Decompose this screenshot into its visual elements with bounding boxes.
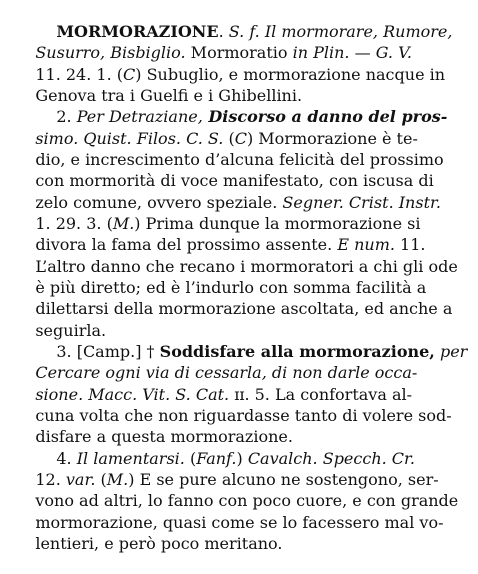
headword: MORMORAZIONE (56, 22, 219, 41)
text-span: lentieri, e però poco meritano. (35, 534, 283, 553)
italic-span: per (434, 342, 468, 361)
text-span: 11. 24. 1. ( (35, 64, 123, 84)
text-span: ) (236, 448, 248, 468)
italic-span: sione. Macc. Vit. S. Cat. (35, 384, 230, 404)
text-span: divora la fama del prossimo assente. (35, 235, 338, 255)
text-span: seguirla. (35, 320, 107, 340)
italic-span: C (123, 64, 136, 84)
text-span: ) Prima dunque la mormorazione si (134, 214, 421, 233)
text-span: ) E se pure alcuno ne sostengono, ser- (128, 470, 439, 489)
text-span: dilettarsi della mormorazione ascoltata, ed anche a (35, 299, 453, 319)
italic-span: Cavalch. Specch. Cr. (247, 448, 416, 468)
italic-span: S. f. Il mormorare, Rumore, (228, 22, 453, 41)
bold-span: Soddisfare alla mormorazione, (159, 342, 435, 361)
text-span: disfare a questa mormorazione. (35, 427, 293, 447)
text-span: 3. [Camp.] † (56, 342, 160, 361)
italic-span: C (234, 128, 247, 148)
italic-span: Cercare ogni via di cessarla, di non darle occa- (35, 363, 418, 383)
italic-span: M. (106, 470, 129, 489)
text-span: 4. (56, 448, 77, 468)
text-span: 2. (56, 107, 77, 127)
italic-span: Per Detraziane, (76, 107, 203, 127)
italic-span: Fanf. (196, 448, 237, 468)
text-span: con mormorità di voce manifestato, con iscusa di (35, 171, 434, 191)
text-span: 12. (35, 470, 66, 489)
italic-span: simo. Quist. Filos. C. S. (35, 128, 224, 148)
italic-span: var. (65, 470, 96, 489)
text-span: ( (223, 128, 235, 148)
text-span: 11. (394, 235, 426, 255)
text-span: vono ad altri, lo fanno con poco cuore, e con grande (35, 491, 459, 511)
text-span: ) Mormorazione è te- (246, 128, 418, 148)
text-span: . (218, 22, 229, 41)
text-span: Genova tra i Guelfi e i Ghibellini. (35, 86, 303, 105)
bold-italic-span: Discorso a danno del pros- (202, 107, 448, 127)
text-span: è più diretto; ed è l’indurlo con somma facilità a (35, 278, 427, 297)
italic-span: Susurro, Bisbiglio. (35, 43, 186, 63)
text-span: ) Subuglio, e mormorazione nacque in (135, 64, 446, 84)
text-span: L’altro danno che recano i mormoratori a chi gli ode (35, 256, 458, 276)
text-span: zelo comune, ovvero speziale. (35, 192, 283, 212)
italic-span: G. V. (375, 43, 412, 63)
text-span: — (349, 43, 376, 63)
text-span: dio, e increscimento d’alcuna felicità del prossimo (35, 150, 444, 169)
italic-span: E num. (337, 235, 395, 255)
entry-line-25 (15, 514, 283, 574)
text-span: cuna volta che non riguardasse tanto di volere sod- (35, 406, 452, 425)
text-span: 1. 29. 3. ( (35, 214, 113, 233)
italic-span: Il lamentarsi. (76, 448, 185, 468)
text-span: Mormoratio (185, 43, 293, 63)
italic-span: Segner. Crist. Instr. (282, 192, 441, 212)
text-span: ( (184, 448, 197, 468)
text-span: ( (95, 470, 107, 489)
italic-span: M. (112, 214, 135, 233)
text-span: mormorazione, quasi come se lo facessero mal vo- (35, 512, 444, 532)
italic-span: in Plin. (292, 43, 350, 63)
text-span: ɪɪ. 5. La confortava al- (229, 384, 413, 404)
